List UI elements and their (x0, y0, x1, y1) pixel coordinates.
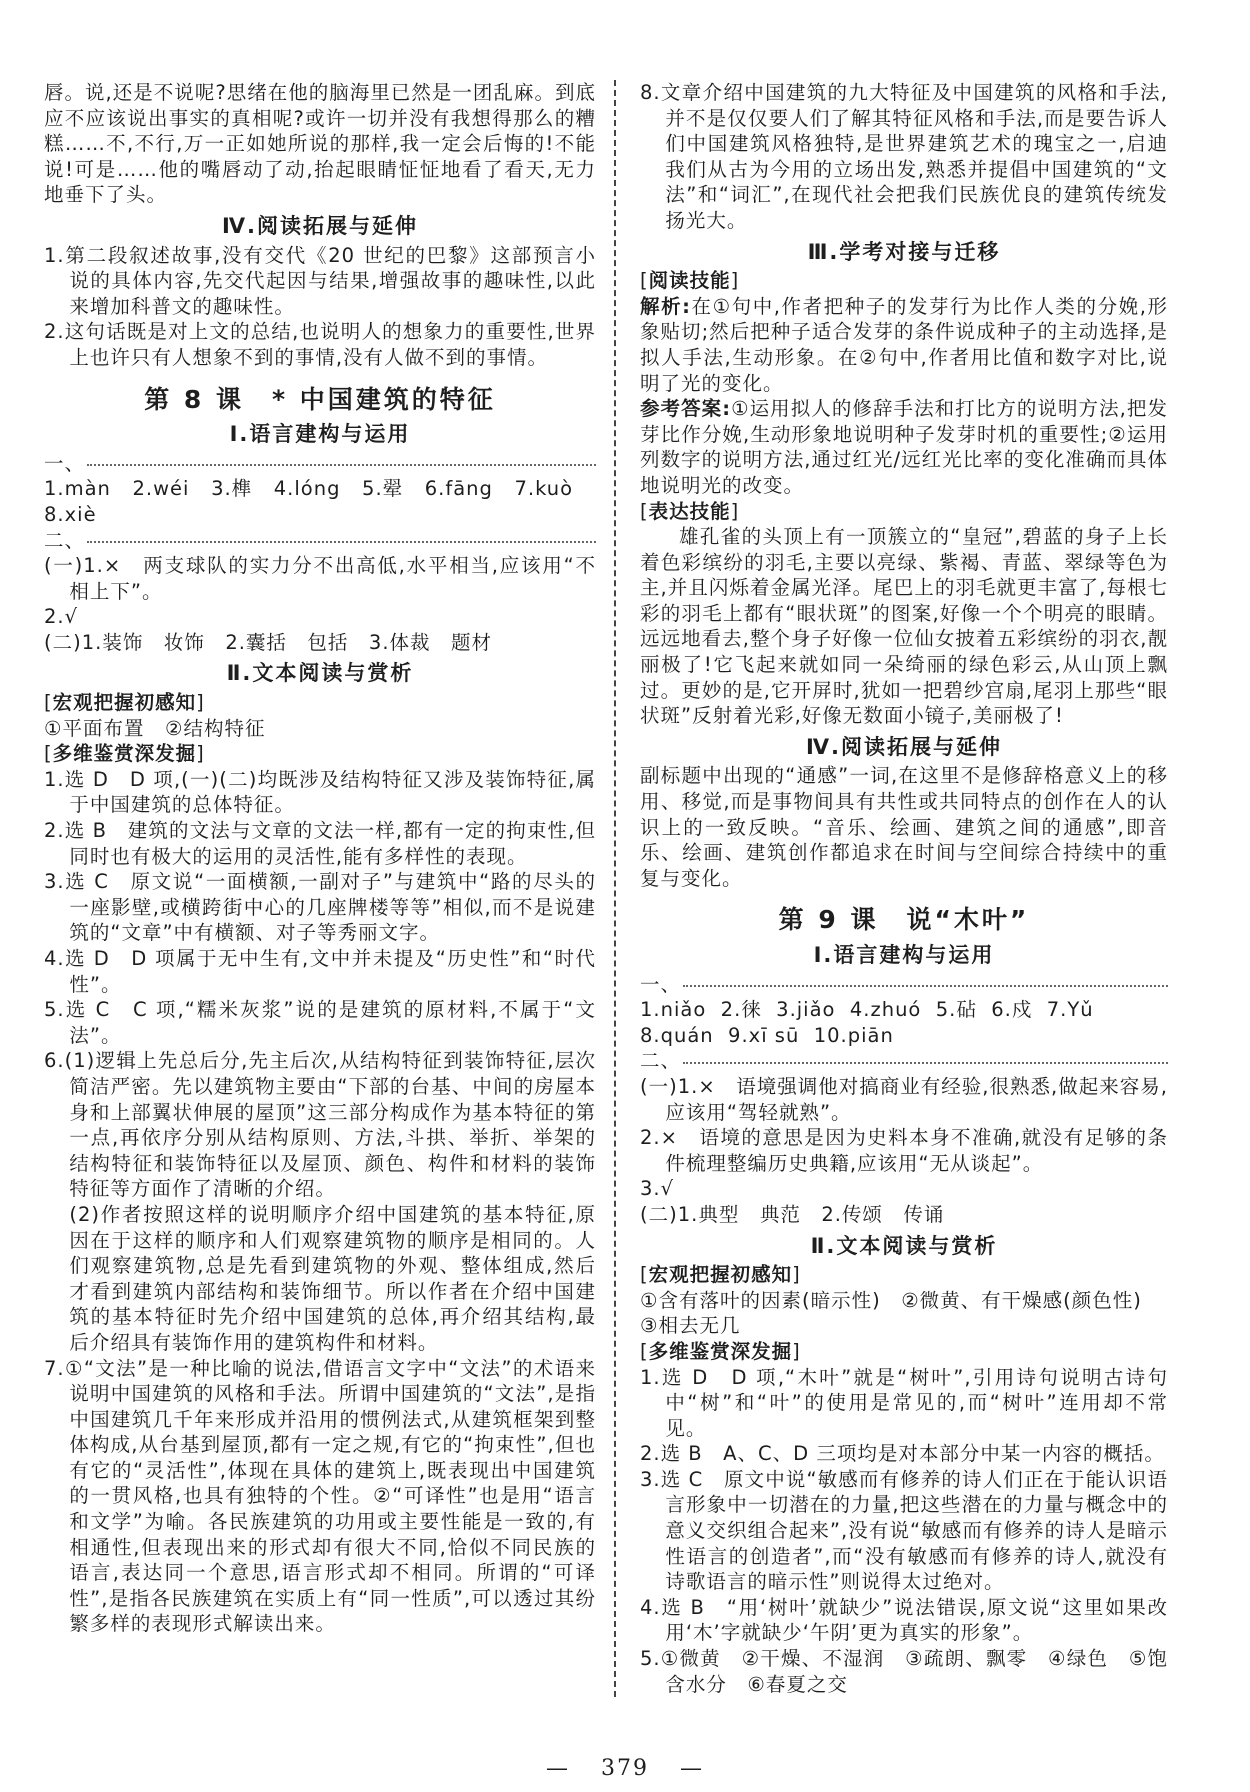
label-body: ①运用拟人的修辞手法和打比方的说明方法,把发芽比作分娩,生动形象地说明种子发芽时机的重要性;②运用列数字的说明方法,通过红光/远红光比率的变化准确而具体地说明光的改变。 (640, 397, 1168, 497)
left-column (44, 80, 596, 1637)
answer-item: 7.①“文法”是一种比喻的说法,借语言文字中“文法”的术语来说明中国建筑的风格和手法。所谓中国建筑的“文法”,是指中国建筑几千年来形成并沿用的惯例法式,从建筑框架到整体构成,从台基到屋顶,都有一定之规,有它的“拘束性”,但也有它的“灵活性”,体现在具体的建筑上,既表现出中国建筑的一贯风格,也具有独特的个性。②“可译性”也是用“语言和文学”为喻。各民族建筑的功用或主要性能是一致的,有相通性,但表现出来的形式却有很大不同,恰似不同民族的语言,表达同一个意思,语言形式却不相同。所谓的“可译性”,是指各民族建筑在实质上有“同一性质”,可以透过其纷繁多样的表现形式解读出来。 (44, 1356, 596, 1636)
answer-item: 8.文章介绍中国建筑的九大特征及中国建筑的风格和手法,并不是仅仅要人们了解其特征风格和手法,而是要告诉人们中国建筑风格独特,是世界建筑艺术的瑰宝之一,启迪我们从古为今用的立场出发,熟悉并提倡中国建筑的“文法”和“词汇”,在现代社会把我们民族优良的建筑传统发扬光大。 (640, 81, 1168, 232)
footer-dash-left: — (546, 1756, 570, 1781)
answer-line: 1.niǎo 2.徕 3.jiǎo 4.zhuó 5.砧 6.戍 7.Yǔ (640, 998, 1094, 1022)
answer-continuation: (2)作者按照这样的说明顺序介绍中国建筑的基本特征,原因在于这样的顺序和人们观察建筑物的顺序是相同的。人们观察建筑物,总是先看到建筑物的外观、整体组成,然后才看到建筑内部结构和装饰细节。所以作者在介绍中国建筑的基本特征时先介绍中国建筑的总体,再介绍其结构,最后介绍具有装饰作用的建筑构件和材料。 (69, 1202, 596, 1354)
answer-line: (二)1.装饰 妆饰 2.囊括 包括 3.体裁 题材 (44, 630, 493, 654)
bracket-label: [ 表达技能 ] (640, 499, 1168, 525)
section-heading: Ⅲ.学考对接与迁移 (807, 239, 1001, 264)
subsection-marker (640, 1048, 1168, 1074)
labeled-paragraph (640, 294, 1168, 396)
footer-dash-right: — (680, 1756, 704, 1781)
bold-label: 参考答案: (640, 397, 732, 421)
section-heading: Ⅳ.阅读拓展与延伸 (805, 734, 1003, 759)
answer-item: 1.选 D D 项,“木叶”就是“树叶”,引用诗句说明古诗句中“树”和“叶”的使用是常见的,而“树叶”连用却不常见。 (640, 1365, 1168, 1440)
answer-item: 1.第二段叙述故事,没有交代《20 世纪的巴黎》这部预言小说的具体内容,先交代起因与结果,增强故事的趣味性,以此来增加科普文的趣味性。 (44, 243, 596, 318)
paragraph: 3.√ (640, 1177, 675, 1201)
subsection-number: 二、 (44, 528, 86, 552)
subsection-marker (640, 972, 1168, 998)
answer-item: 2.选 B A、C、D 三项均是对本部分中某一内容的概括。 (640, 1442, 1165, 1466)
answer-line: (二)1.典型 典范 2.传颂 传诵 (640, 1202, 945, 1226)
bracket-label: [ 阅读技能 ] (640, 268, 1168, 294)
labeled-paragraph (640, 396, 1168, 498)
section-heading: Ⅰ.语言建构与运用 (229, 422, 411, 447)
bracket-label: [ 多维鉴赏深发掘 ] (640, 1339, 1168, 1365)
answer-item: (一)1.× 语境强调他对搞商业有经验,很熟悉,做起来容易,应该用“驾轻就熟”。 (640, 1074, 1168, 1124)
paragraph: 2.√ (44, 605, 79, 629)
answer-item: (一)1.× 两支球队的实力分不出高低,水平相当,应该用“不相上下”。 (44, 554, 596, 603)
answer-item: 4.选 B “用‘树叶’就缺少”说法错误,原文说“这里如果改用‘木’字就缺少‘午阴’更为真实的形象”。 (640, 1595, 1168, 1645)
page-number: 379 (601, 1756, 649, 1781)
section-heading: Ⅰ.语言建构与运用 (813, 943, 995, 967)
section-heading: Ⅱ.文本阅读与赏析 (226, 661, 414, 686)
lesson-title: 第 8 课 * 中国建筑的特征 (144, 384, 496, 414)
bracket-label: [ 宏观把握初感知 ] (640, 1262, 1168, 1288)
answer-item: 5.①微黄 ②干燥、不湿润 ③疏朗、飘零 ④绿色 ⑤饱含水分 ⑥春夏之交 (640, 1647, 1168, 1696)
column-divider (614, 80, 616, 1697)
answer-item: 1.选 D D 项,(一)(二)均既涉及结构特征又涉及装饰特征,属于中国建筑的总体特征。 (44, 767, 596, 817)
bracket-label: [ 宏观把握初感知 ] (44, 690, 596, 716)
answer-line: 8.xiè (44, 502, 97, 526)
section-heading: Ⅱ.文本阅读与赏析 (810, 1233, 998, 1258)
subsection-number: 一、 (44, 451, 86, 475)
answer-line: ①平面布置 ②结构特征 (44, 716, 266, 740)
subsection-marker (44, 451, 596, 477)
dotted-rule (87, 541, 596, 543)
dotted-rule (683, 985, 1168, 987)
dotted-rule (683, 1062, 1168, 1064)
bracket-label: [ 多维鉴赏深发掘 ] (44, 741, 596, 767)
answer-item: 3.选 C 原文说“一面横额,一副对子”与建筑中“路的尽头的一座影壁,或横跨街中心的几座牌楼等等”相似,而不是说建筑的“文章”中有横额、对子等秀丽文字。 (44, 870, 596, 945)
answer-line: ①含有落叶的因素(暗示性) ②微黄、有干燥感(颜色性) (640, 1288, 1142, 1312)
indented-paragraph: 雄孔雀的头顶上有一顶簇立的“皇冠”,碧蓝的身子上长着色彩缤纷的羽毛,主要以亮绿、紫褐、青蓝、翠绿等色为主,并且闪烁着金属光泽。尾巴上的羽毛就更丰富了,每根七彩的羽毛上都有“眼状斑”的图案,好像一个个明亮的眼睛。远远地看去,整个身子好像一位仙女披着五彩缤纷的羽衣,靓丽极了!它飞起来就如同一朵绮丽的绿色彩云,从山顶上飘过。更妙的是,它开屏时,犹如一把碧纱宫扇,尾羽上那些“眼状斑”反射着光彩,好像无数面小镜子,美丽极了! (640, 525, 1168, 728)
subsection-number: 一、 (640, 972, 682, 996)
paragraph: 副标题中出现的“通感”一词,在这里不是修辞格意义上的移用、移觉,而是事物间具有共性或共同特点的创作在人的认识上的一致反映。“音乐、绘画、建筑之间的通感”,即音乐、绘画、建筑创作都追求在时间与空间综合持续中的重复与变化。 (640, 764, 1168, 890)
subsection-number: 二、 (640, 1049, 682, 1073)
answer-item: 4.选 D D 项属于无中生有,文中并未提及“历史性”和“时代性”。 (44, 947, 596, 996)
answer-item: 3.选 C 原文中说“敏感而有修养的诗人们正在于能认识语言形象中一切潜在的力量,把这些潜在的力量与概念中的意义交织组合起来”,没有说“敏感而有修养的诗人是暗示性语言的创造者”,而“没有敏感而有修养的诗人,就没有诗歌语言的暗示性”则说得太过绝对。 (640, 1467, 1168, 1594)
answer-item: 2.× 语境的意思是因为史料本身不准确,就没有足够的条件梳理整编历史典籍,应该用“无从谈起”。 (640, 1126, 1168, 1175)
dotted-rule (87, 464, 596, 466)
bold-label: 解析: (640, 294, 691, 318)
answer-item: 6.(1)逻辑上先总后分,先主后次,从结构特征到装饰特征,层次简洁严密。先以建筑物主要由“下部的台基、中间的房屋本身和上部翼状伸展的屋顶”这三部分构成作为基本特征的第一点,再依序分别从结构原则、方法,斗拱、举折、举架的结构特征和装饰特征以及屋顶、颜色、构件和材料的装饰特征等方面作了清晰的介绍。 (44, 1049, 596, 1201)
paragraph: 唇。说,还是不说呢?思绪在他的脑海里已然是一团乱麻。到底应不应该说出事实的真相呢?或许一切并没有我想得那么的糟糕……不,不行,万一正如她所说的那样,我一定会后悔的!不能说!可是……他的嘴唇动了动,抬起眼睛怔怔地看了看天,无力地垂下了头。 (44, 81, 596, 207)
answer-item: 2.这句话既是对上文的总结,也说明人的想象力的重要性,世界上也许只有人想象不到的事情,没有人做不到的事情。 (44, 320, 596, 369)
answer-line: 8.quán 9.xī sū 10.piān (640, 1023, 894, 1047)
section-heading: Ⅳ.阅读拓展与延伸 (221, 213, 419, 238)
answer-item: 5.选 C C 项,“糯米灰浆”说的是建筑的原材料,不属于“文法”。 (44, 998, 596, 1047)
lesson-title: 第 9 课 说“木叶” (778, 905, 1030, 935)
answer-line: 1.màn 2.wéi 3.榫 4.lóng 5.翚 6.fāng 7.kuò (44, 477, 574, 501)
answer-item: 2.选 B 建筑的文法与文章的文法一样,都有一定的拘束性,但同时也有极大的运用的灵活性,能有多样性的表现。 (44, 819, 596, 868)
subsection-marker (44, 528, 596, 554)
right-column (640, 80, 1168, 1697)
label-body: 在①句中,作者把种子的发芽行为比作人类的分娩,形象贴切;然后把种子适合发芽的条件说成种子的主动选择,是拟人手法,生动形象。在②句中,作者用比值和数字对比,说明了光的变化。 (640, 294, 1168, 395)
page-footer (0, 1756, 1250, 1782)
answer-line: ③相去无几 (640, 1314, 741, 1338)
